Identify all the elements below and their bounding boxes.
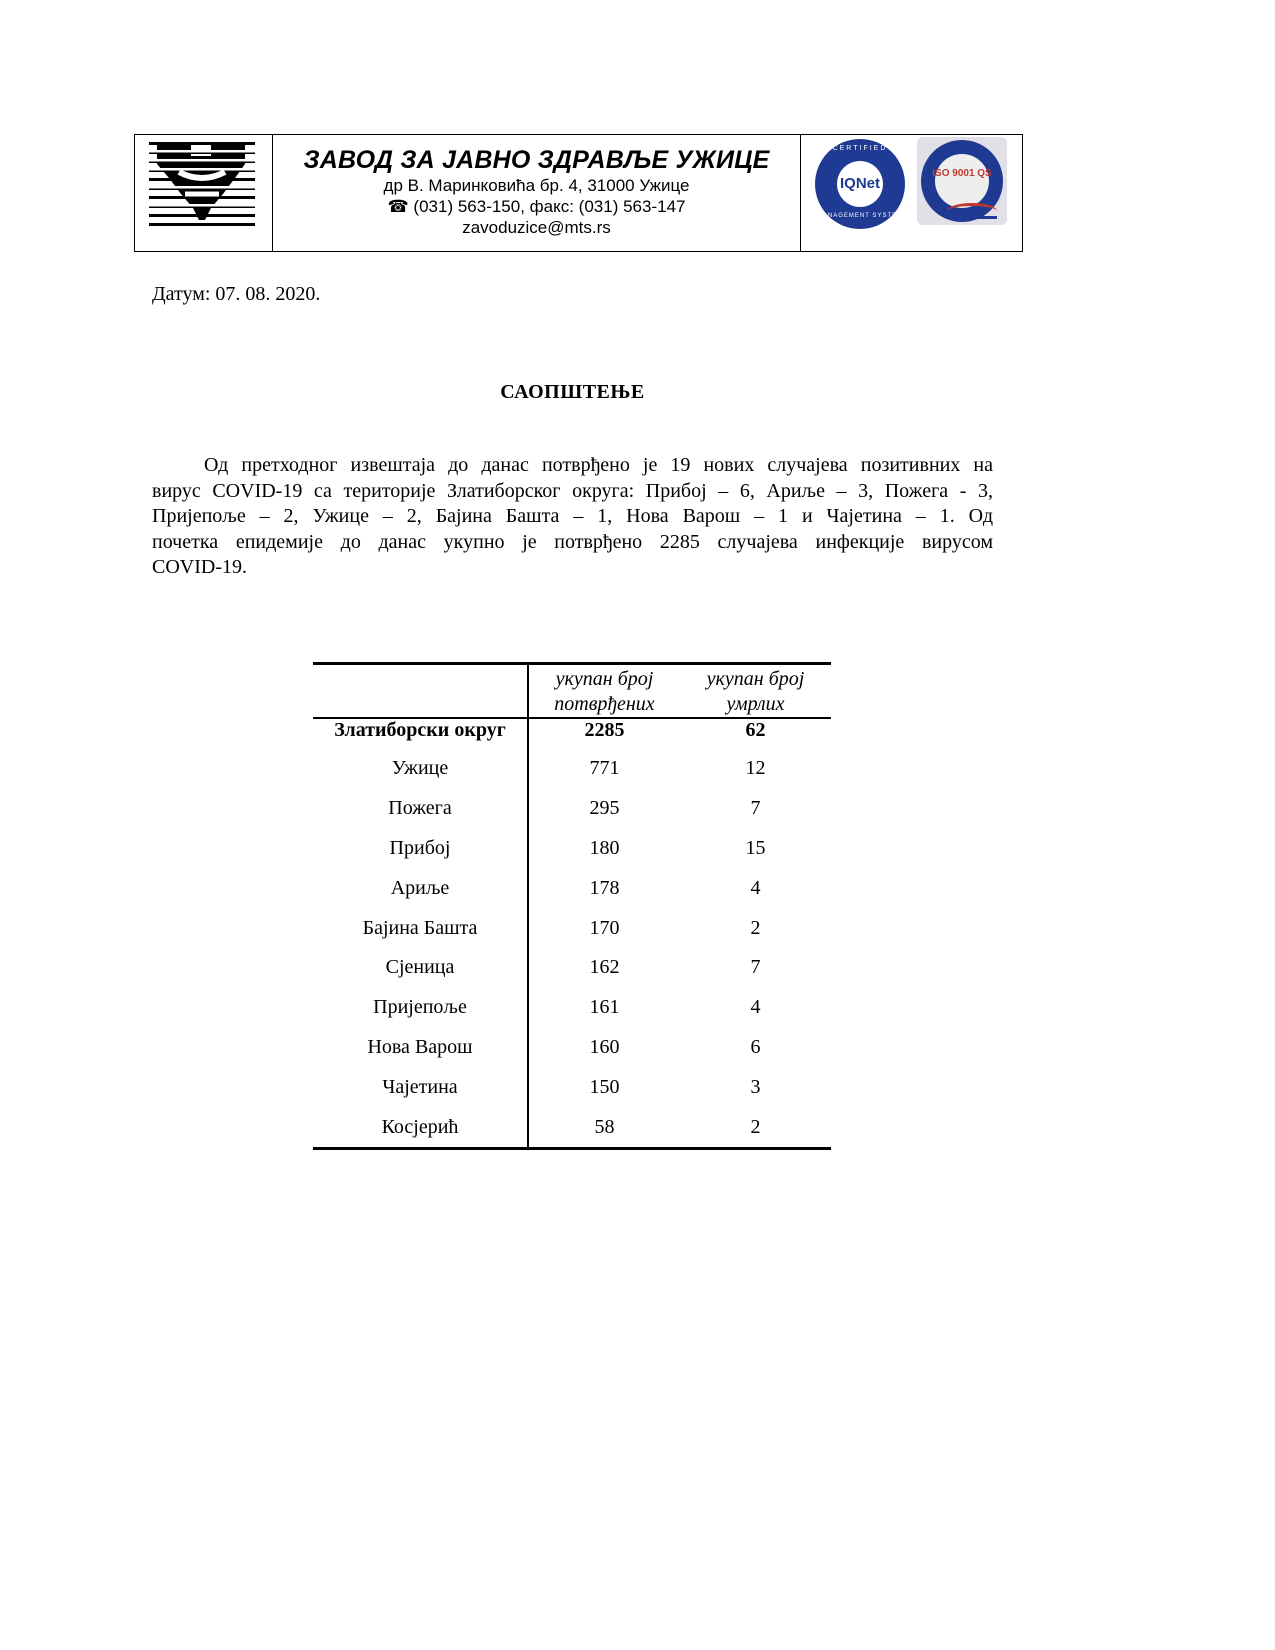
row-confirmed: 180	[589, 836, 620, 859]
paragraph-line: вирус COVID-19 са територије Златиборског округа: Прибој – 6, Ариље – 3, Пожега - 3,	[152, 479, 993, 502]
row-deaths: 2	[750, 916, 761, 939]
row-name: Ариље	[313, 868, 528, 908]
table-row	[313, 1107, 831, 1148]
iqnet-certification-icon: CERTIFIED IQNet MANAGEMENT SYSTEM	[815, 139, 905, 229]
table-row	[313, 1067, 831, 1107]
row-name: Прибој	[313, 829, 528, 869]
org-phone-line	[273, 196, 800, 217]
phone-icon: ☎	[387, 197, 409, 216]
row-confirmed: 161	[589, 996, 620, 1019]
logo-cell	[135, 135, 273, 251]
heart-shield-icon	[149, 142, 255, 228]
row-confirmed: 771	[589, 757, 620, 780]
row-confirmed: 150	[589, 1075, 620, 1098]
table-row	[313, 948, 831, 988]
row-deaths: 2	[750, 1115, 761, 1138]
row-name: Ужице	[313, 749, 528, 789]
row-name: Бајина Башта	[313, 908, 528, 948]
table-row	[313, 789, 831, 829]
row-confirmed: 170	[589, 916, 620, 939]
announcement-paragraph	[152, 453, 993, 581]
table-row-total	[313, 718, 831, 749]
header-municipality	[313, 664, 528, 719]
letterhead	[134, 134, 1023, 252]
table-row	[313, 868, 831, 908]
certifications	[801, 135, 1022, 251]
row-deaths: 12	[745, 757, 766, 780]
row-deaths: 4	[750, 876, 761, 899]
cases-table	[313, 662, 831, 1150]
row-name: Златиборски округ	[313, 718, 528, 749]
row-deaths: 3	[750, 1075, 761, 1098]
paragraph-line: Пријепоље – 2, Ужице – 2, Бајина Башта – 1, Нова Варош – 1 и Чајетина – 1. Од	[152, 505, 993, 527]
row-confirmed: 58	[594, 1115, 615, 1138]
row-name: Нова Варош	[313, 1028, 528, 1068]
org-name: ЗАВОД ЗА ЈАВНО ЗДРАВЉЕ УЖИЦЕ	[303, 146, 770, 174]
phone-fax-text: (031) 563-150, факс: (031) 563-147	[413, 197, 686, 216]
paragraph-line: COVID-19.	[152, 556, 247, 578]
row-deaths: 62	[745, 719, 766, 741]
org-info	[273, 135, 801, 251]
row-name: Косјерић	[313, 1107, 528, 1148]
row-deaths: 4	[750, 996, 761, 1019]
document-title: САОПШТЕЊЕ	[500, 381, 645, 403]
table-row	[313, 829, 831, 869]
row-confirmed: 2285	[584, 719, 625, 741]
row-confirmed: 295	[589, 797, 620, 820]
table-row	[313, 749, 831, 789]
org-address: др В. Маринковића бр. 4, 31000 Ужице	[383, 176, 690, 195]
org-email[interactable]: zavoduzice@mts.rs	[462, 218, 611, 237]
table-header-row	[313, 664, 831, 719]
row-name: Пријепоље	[313, 988, 528, 1028]
iso9001-certification-icon: ISO 9001 QS	[917, 137, 1007, 225]
header-deaths: укупан број умрлих	[706, 668, 805, 715]
row-name: Сјеница	[313, 948, 528, 988]
table-row	[313, 988, 831, 1028]
row-name: Чајетина	[313, 1067, 528, 1107]
paragraph-line: почетка епидемије до данас укупно је потврђено 2285 случајева инфекције вирусом	[152, 530, 993, 553]
paragraph-line: Од претходног извештаја до данас потврђено је 19 нових случајева позитивних на	[204, 454, 993, 476]
row-deaths: 15	[745, 836, 766, 859]
header-confirmed: укупан број потврђених	[554, 668, 655, 715]
table-row	[313, 908, 831, 948]
row-confirmed: 162	[589, 956, 620, 979]
row-name: Пожега	[313, 789, 528, 829]
document-date: Датум: 07. 08. 2020.	[152, 283, 321, 305]
row-confirmed: 178	[589, 876, 620, 899]
row-confirmed: 160	[589, 1035, 620, 1058]
row-deaths: 7	[750, 797, 761, 820]
table-row	[313, 1028, 831, 1068]
row-deaths: 7	[750, 956, 761, 979]
row-deaths: 6	[750, 1035, 761, 1058]
